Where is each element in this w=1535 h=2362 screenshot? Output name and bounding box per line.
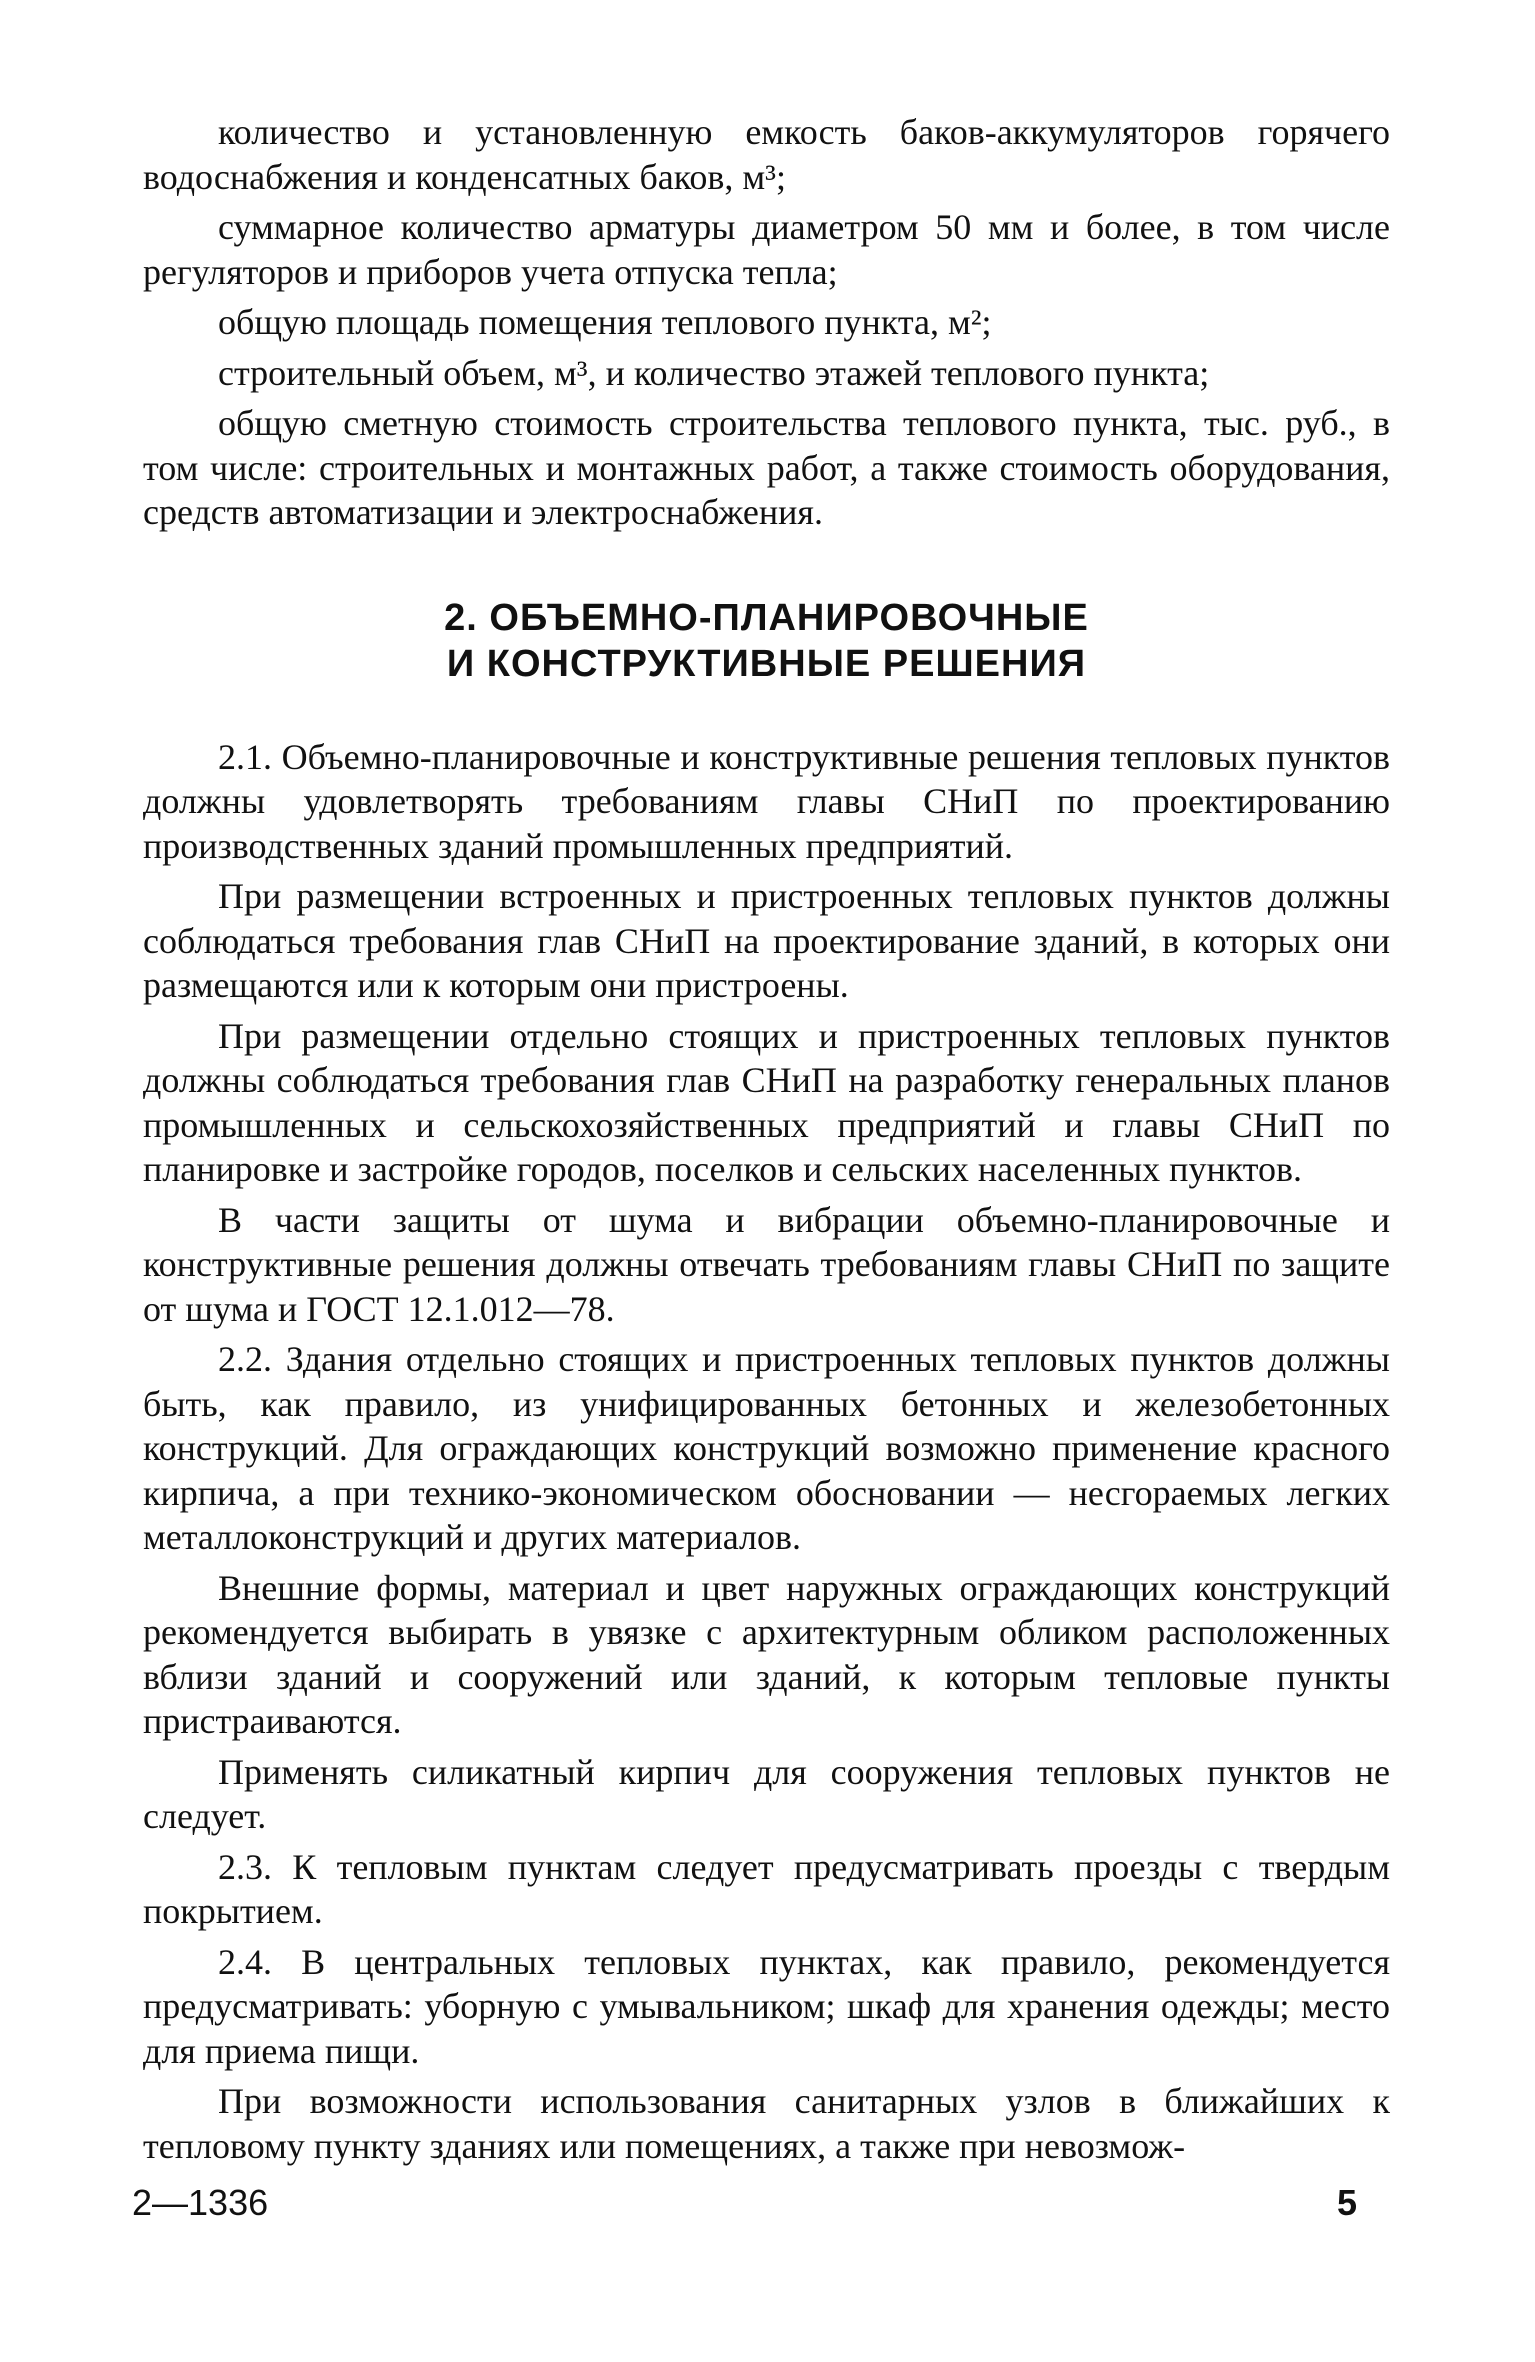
- section-heading-line: И КОНСТРУКТИВНЫЕ РЕШЕНИЯ: [446, 642, 1087, 685]
- paragraph: 2.4. В центральных тепловых пунктах, как правило, рекомендуется предусматривать: уборную с умывальником; шкаф для хранения одежды; место для приема пищи.: [143, 1941, 1390, 2071]
- intro-item: общую сметную стоимость строительства теплового пункта, тыс. руб., в том числе: строительных и монтажных работ, а также стоимость оборудования, средств автоматизации и электроснабжения.: [143, 403, 1390, 532]
- intro-item: строительный объем, м³, и количество этажей теплового пункта;: [218, 352, 1210, 393]
- section-heading-line: 2. ОБЪЕМНО-ПЛАНИРОВОЧНЫЕ: [444, 596, 1089, 639]
- paragraph: При размещении отдельно стоящих и пристроенных тепловых пунктов должны соблюдаться требования глав СНиП на разработку генеральных планов промышленных и сельскохозяйственных предприятий и главы СНиП по планировке и застройке городов, поселков и сельских населенных пунктов.: [143, 1015, 1390, 1189]
- intro-item: общую площадь помещения теплового пункта, м²;: [218, 302, 992, 342]
- paragraph: При возможности использования санитарных узлов в ближайших к тепловому пункту зданиях или помещениях, а также при невозмож-: [143, 2081, 1390, 2166]
- paragraph: Применять силикатный кирпич для сооружения тепловых пунктов не следует.: [143, 1751, 1390, 1836]
- paragraph: 2.3. К тепловым пунктам следует предусматривать проезды с твердым покрытием.: [143, 1846, 1390, 1931]
- paragraph: В части защиты от шума и вибрации объемно-планировочные и конструктивные решения должны отвечать требованиям главы СНиП по защите от шума и ГОСТ 12.1.012—78.: [143, 1199, 1390, 1329]
- text-column: [143, 110, 1390, 2168]
- paragraph: 2.1. Объемно-планировочные и конструктивные решения тепловых пунктов должны удовлетворять требованиям главы СНиП по проектированию производственных зданий промышленных предприятий.: [143, 736, 1390, 866]
- intro-item: количество и установленную емкость баков-аккумуляторов горячего водоснабжения и конденсатных баков, м³;: [143, 112, 1390, 197]
- paragraph: При размещении встроенных и пристроенных тепловых пунктов должны соблюдаться требования глав СНиП на проектирование зданий, в которых они размещаются или к которым они пристроены.: [143, 876, 1390, 1005]
- section-heading: [143, 595, 1390, 687]
- print-code: 2—1336: [132, 2182, 269, 2223]
- paragraph: 2.2. Здания отдельно стоящих и пристроенных тепловых пунктов должны быть, как правило, из унифицированных бетонных и железобетонных конструкций. Для ограждающих конструкций возможно применение красного кирпича, а при технико-экономическом обосновании — несгораемых легких металлоконструкций и других материалов.: [143, 1339, 1390, 1557]
- intro-item: суммарное количество арматуры диаметром 50 мм и более, в том числе регуляторов и приборов учета отпуска тепла;: [143, 207, 1390, 292]
- paragraph: Внешние формы, материал и цвет наружных ограждающих конструкций рекомендуется выбирать в увязке с архитектурным обликом расположенных вблизи зданий и сооружений или зданий, к которым тепловые пункты пристраиваются.: [143, 1567, 1390, 1741]
- page-number: 5: [1336, 2182, 1357, 2223]
- intro-list: [143, 110, 1390, 535]
